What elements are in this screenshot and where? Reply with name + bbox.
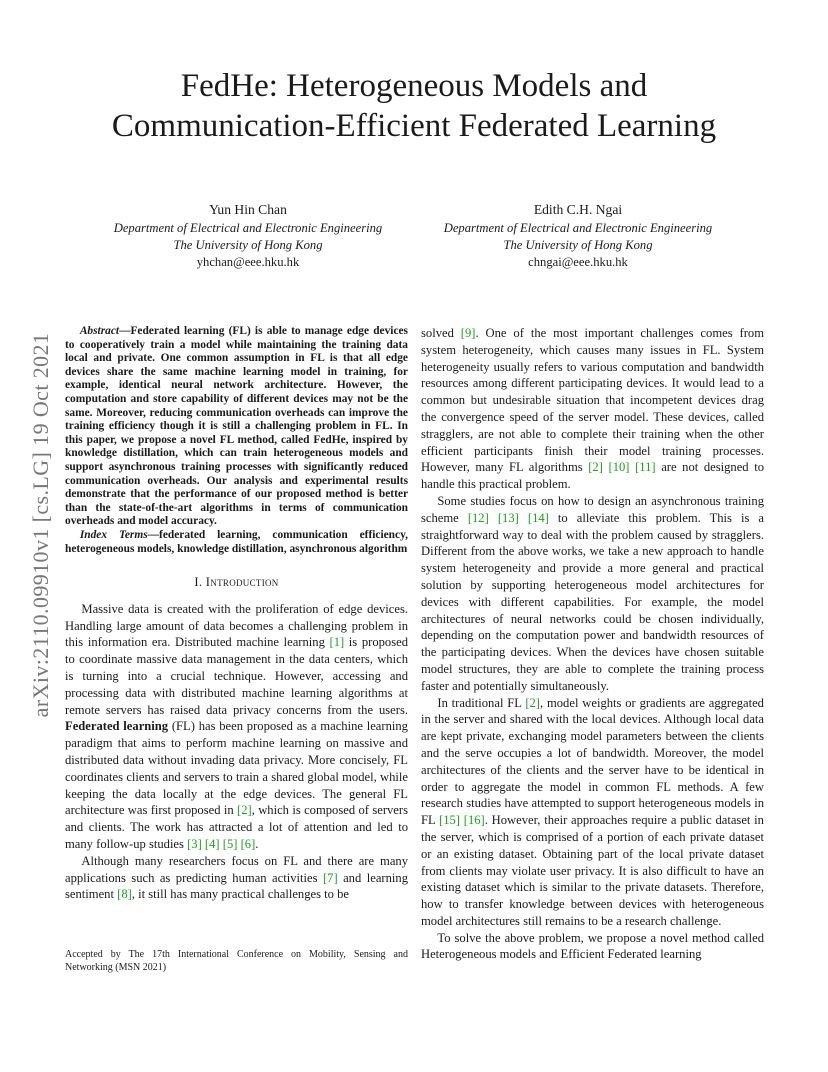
citation-link[interactable]: [2] (525, 695, 540, 710)
citation-link[interactable]: [14] (527, 510, 549, 525)
author-name: Edith C.H. Ngai (533, 202, 623, 217)
index-terms-label: Index Terms (79, 528, 148, 541)
section-numeral: I. (194, 575, 206, 590)
citation-link[interactable]: [10] (608, 460, 630, 475)
citation-link[interactable]: [2] (237, 803, 252, 818)
text-run: In traditional FL (437, 695, 526, 710)
text-run: (FL) has been proposed as a machine learning paradigm that aims to perform machine learning on massive and distributed data without invading data privacy. More concisely, FL coordinates clients and servers to train a shared global model, while keeping the data locally at the edge devices. The general FL architecture was first proposed in (65, 719, 408, 818)
citation-link[interactable]: [15] (439, 813, 460, 828)
citation-link[interactable]: [9] (460, 326, 476, 340)
intro-paragraph-2 (65, 853, 408, 903)
citation-link[interactable]: [2] (588, 460, 603, 475)
text-run: Massive data is created with the proliferation of edge devices. Handling large amount of data becomes a challenging problem in this information era. Distributed machine learning (65, 601, 408, 650)
text-run: , it still has many practical challenges to be (131, 887, 349, 902)
citation-link[interactable]: [8] (117, 887, 132, 902)
citation-link[interactable]: [5] (222, 837, 238, 852)
text-run: . One of the most important challenges comes from system heterogeneity, which causes many issues in FL. System heterogeneity usually refers to various computation and bandwidth resources among different participating devices. It would lead to a common but undesirable situation that incompetent devices drag the convergence speed of the server model. These devices, called stragglers, are not able to complete their training when the other efficient participants finish their model training processes. However, many FL algorithms (421, 326, 764, 475)
section-heading-introduction (65, 574, 408, 591)
abstract: Abstract—Federated learning (FL) is able to manage edge devices to cooperatively train a model while maintaining the training data local and private. One common assumption in FL is that all edge devices share the same machine learning model in training, for example, identical neural network architecture. However, the computation and store capability of different devices may not be the same. Moreover, reducing communication overheads can improve the training efficiency though it is still a challenging problem in FL. In this paper, we propose a novel FL method, called FedHe, inspired by knowledge distillation, which can train heterogeneous models and support asynchronous training processes with significantly reduced communication overheads. Our analysis and experimental results demonstrate that the performance of our proposed method is better than the state-of-the-art algorithms in terms of communication overheads and model accuracy. (65, 325, 408, 528)
paper-title (40, 66, 788, 146)
body-paragraph-4 (421, 930, 764, 964)
author-email: yhchan@eee.hku.hk (196, 255, 300, 269)
author-university: The University of Hong Kong (173, 238, 323, 252)
text-run: solved (421, 326, 461, 340)
body-paragraph-2 (421, 493, 764, 695)
text-run: Although many researchers focus on FL and there are many applications such as predicting human activities (65, 853, 408, 885)
text-run: is proposed to coordinate massive data management in the data centers, which is turning into a crucial technique. However, accessing and processing data with distributed machine learning algorithms at remote servers has raised data privacy concerns from the users. (65, 635, 408, 717)
author-block-1 (70, 200, 426, 271)
citation-link[interactable]: [16] (463, 813, 485, 828)
author-university: The University of Hong Kong (503, 238, 653, 252)
citation-link[interactable]: [3] (187, 837, 202, 852)
title-line-1: FedHe: Heterogeneous Models and (180, 68, 648, 104)
intro-paragraph-1 (65, 601, 408, 853)
arxiv-identifier: arXiv:2110.09910v1 [cs.LG] 19 Oct 2021 (28, 332, 53, 718)
author-email: chngai@eee.hku.hk (528, 255, 628, 269)
index-terms: Index Terms—federated learning, communication efficiency, heterogeneous models, knowledge distillation, asynchronous algorithm (65, 528, 408, 555)
author-department: Department of Electrical and Electronic Engineering (443, 221, 713, 235)
text-run: , which is composed of servers and clients. The work has attracted a lot of attention and led to many follow-up studies (65, 803, 408, 852)
right-column (421, 325, 764, 963)
text-run: . (255, 837, 259, 852)
footnote: Accepted by The 17th International Conference on Mobility, Sensing and Networking (MSN 2021) (65, 949, 408, 973)
text-run: Some studies focus on how to design an asynchronous training scheme (421, 493, 764, 525)
author-block-2 (408, 200, 748, 271)
author-department: Department of Electrical and Electronic Engineering (113, 221, 383, 235)
body-paragraph-3 (421, 695, 764, 930)
citation-link[interactable]: [12] (467, 510, 489, 525)
left-column (65, 325, 408, 903)
text-run: . However, their approaches require a public dataset in the server, which is comprised of a portion of each private dataset or an existing dataset. Obtaining part of the local private dataset from clients may violate user privacy. It is also difficult to have an existing dataset which is similar to the private datasets. Therefore, how to transfer knowledge between devices with heterogeneous model architectures still remains to be a research challenge. (421, 813, 764, 928)
text-run: , model weights or gradients are aggregated in the server and shared with the local devices. Although local data are kept private, exchanging model parameters between the clients and the serve occupies a lot of bandwidth. Moreover, the model architectures of the clients and the server have to be identical in order to aggregate the model in common FL methods. A few research studies have attempted to support heterogeneous models in FL (421, 695, 764, 828)
citation-link[interactable]: [11] (635, 460, 656, 475)
abstract-text: Federated learning (FL) is able to manage edge devices to cooperatively train a model while maintaining the training data local and private. One common assumption in FL is that all edge devices share the same machine learning model in training, for example, identical neural network architecture. However, the computation and store capability of different devices may not be the same. Moreover, reducing communication overheads can improve the training efficiency though it is still a challenging problem in FL. In this paper, we propose a novel FL method, called FedHe, inspired by knowledge distillation, which can train heterogeneous models and support asynchronous training processes with significantly reduced communication overheads. Our analysis and experimental results demonstrate that the performance of our proposed method is better than the state-of-the-art algorithms in terms of communication overheads and model accuracy. (65, 325, 408, 528)
text-run: To solve the above problem, we propose a novel method called Heterogeneous models and Efficient Federated learning (421, 930, 764, 962)
text-run: to alleviate this problem. This is a straightforward way to deal with the problem caused by stragglers. Different from the above works, we take a new approach to handle system heterogeneity and provide a more general and practical solution by supporting heterogeneous model architectures for devices with different capabilities. For example, the model architectures of neural networks could be chosen individually, depending on the computation power and bandwidth resources of the participating devices. When the devices have chosen suitable model structures, they are able to complete the training process faster and potentially simultaneously. (421, 510, 765, 693)
section-title-text: Introduction (205, 575, 279, 590)
index-terms-text: federated learning, communication efficiency, heterogeneous models, knowledge distillation, asynchronous algorithm (65, 528, 408, 555)
arxiv-watermark (22, 290, 60, 760)
citation-link[interactable]: [1] (329, 635, 345, 650)
author-name: Yun Hin Chan (209, 202, 287, 217)
text-run: are not designed to handle this practical problem. (421, 460, 764, 492)
citation-link[interactable]: [7] (322, 870, 338, 885)
abstract-label: Abstract (79, 325, 120, 337)
emphasis-federated-learning: Federated learning (65, 719, 169, 734)
body-paragraph-1 (421, 325, 764, 493)
citation-link[interactable]: [4] (204, 837, 220, 852)
text-run: and learning sentiment (65, 870, 408, 902)
citation-link[interactable]: [6] (240, 837, 256, 852)
citation-link[interactable]: [13] (497, 510, 519, 525)
title-line-2: Communication-Efficient Federated Learning (111, 108, 717, 144)
